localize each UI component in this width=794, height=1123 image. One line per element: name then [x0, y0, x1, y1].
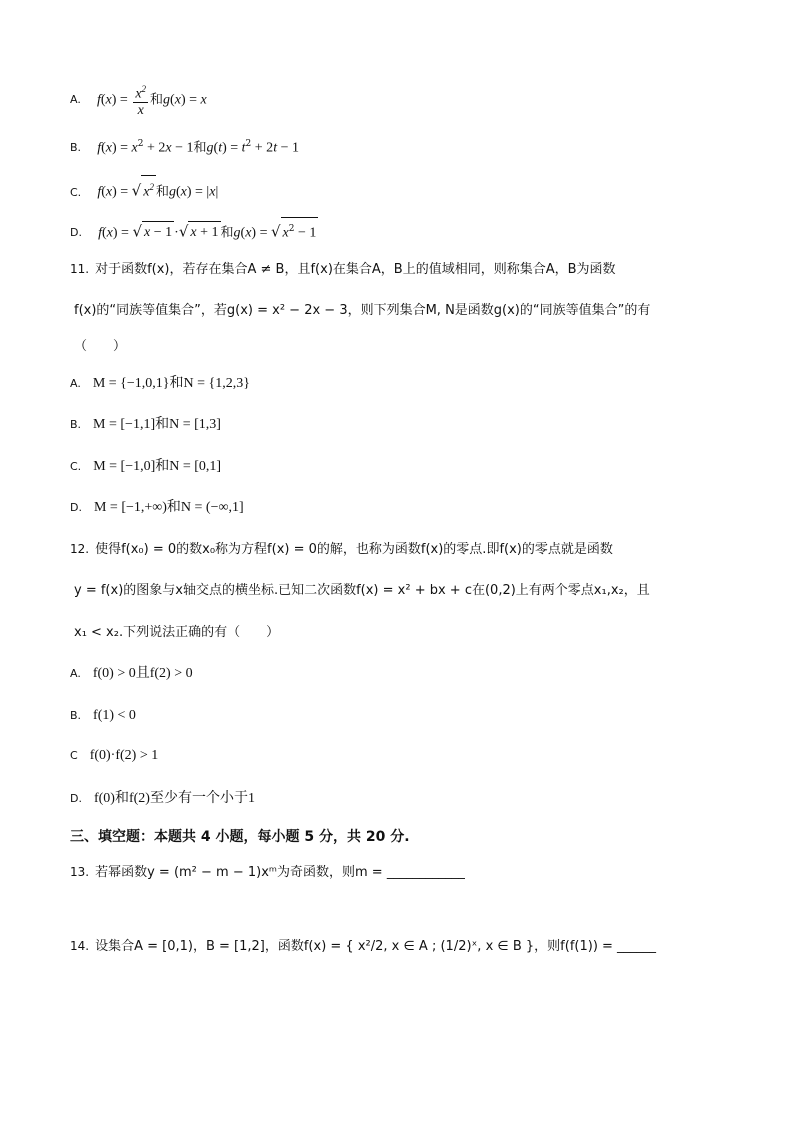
- q11-option-b: [70, 414, 734, 436]
- option-label: A.: [70, 667, 81, 680]
- q12-stem-line2: [74, 580, 734, 602]
- option-label: C.: [70, 185, 82, 199]
- q10-option-d: D. f(x) = √ x − 1 ·√ x + 1 和g(x) = √ $x^2 - 1$: [70, 217, 734, 244]
- option-label: B.: [70, 141, 82, 155]
- option-text: M = [−1,0]和N = [0,1]: [93, 459, 222, 474]
- q11-stem-line2: [74, 300, 734, 322]
- option-text: f(1) < 0: [93, 708, 136, 723]
- q11-option-d: [70, 497, 734, 519]
- option-label: D.: [70, 501, 82, 514]
- q12-option-d: [70, 788, 734, 810]
- q11-option-a: [70, 373, 734, 395]
- option-text: f(0)和f(2)至少有一个小于1: [93, 791, 255, 806]
- option-text: f(0) > 0且f(2) > 0: [92, 666, 193, 681]
- question-number: 13.: [70, 865, 90, 879]
- option-text: M = [−1,1]和N = [1,3]: [93, 417, 221, 432]
- q12-text-2: y = f(x)的图象与x轴交点的横坐标.已知二次函数f(x) = x² + bx + c在(0,2)上有两个零点x₁,x₂，且: [74, 583, 650, 598]
- section-heading: 三、填空题：本题共 4 小题，每小题 5 分，共 20 分.: [70, 829, 410, 845]
- option-label: D.: [70, 792, 82, 805]
- q14: [70, 898, 657, 994]
- q10-option-c: C. f(x) = √ $x^2$ 和g(x) = |x|: [70, 175, 734, 204]
- option-label: B.: [70, 418, 82, 431]
- option-label: C.: [70, 460, 82, 473]
- q13: [70, 861, 734, 884]
- q12-text-3: x₁ < x₂.下列说法正确的有（ ）: [74, 625, 280, 640]
- q13-text: 若幂函数y = (m² − m − 1)xᵐ为奇函数，则m = ____________: [95, 865, 465, 880]
- question-number: 14.: [70, 939, 90, 953]
- q14-text: 设集合A = [0,1)，B = [1,2]，函数f(x) = { x²/2, x ∈ A ; (1/2)ˣ, x ∈ B }，则f(f(1)) = ______: [95, 939, 657, 954]
- option-text: f(0)·f(2) > 1: [89, 748, 159, 763]
- q10-option-b: B. $f(x) = x^2 + 2x - 1$和$g(t) = t^2 + 2t - 1$: [70, 139, 299, 156]
- q12-text-1: 使得f(x₀) = 0的数x₀称为方程f(x) = 0的解，也称为函数f(x)的零点.即f(x)的零点就是函数: [95, 542, 613, 557]
- q11-option-c: [70, 456, 734, 478]
- option-text: M = {−1,0,1}和N = {1,2,3}: [92, 376, 250, 391]
- option-label: B.: [70, 709, 82, 722]
- q11-text-1: 对于函数f(x)，若存在集合A ≠ B，且f(x)在集合A，B上的值域相同，则称集合A，B为函数: [95, 262, 616, 277]
- question-number: 11.: [70, 262, 90, 276]
- option-label: C: [70, 749, 78, 762]
- question-number: 12.: [70, 542, 90, 556]
- q12-stem-line1: [70, 538, 734, 561]
- q11-stem-line1: [70, 258, 734, 281]
- q12-option-b: [70, 705, 734, 727]
- option-label: A.: [70, 377, 81, 390]
- option-label: A.: [70, 93, 81, 107]
- q11-text-2: f(x)的“同族等值集合”，若g(x) = x² − 2x − 3，则下列集合M, N是函数g(x)的“同族等值集合”的有: [74, 303, 651, 318]
- option-label: D.: [70, 226, 82, 240]
- q10-option-a: A. f(x) = $\frac{x^2}{x}$ 和g(x) = x: [70, 84, 207, 118]
- option-text: M = [−1,+∞)和N = (−∞,1]: [93, 500, 244, 515]
- q12-stem-line3: [74, 622, 734, 644]
- q11-paren: （ ）: [74, 339, 127, 354]
- q12-option-a: [70, 663, 734, 685]
- q12-option-c: [70, 745, 734, 767]
